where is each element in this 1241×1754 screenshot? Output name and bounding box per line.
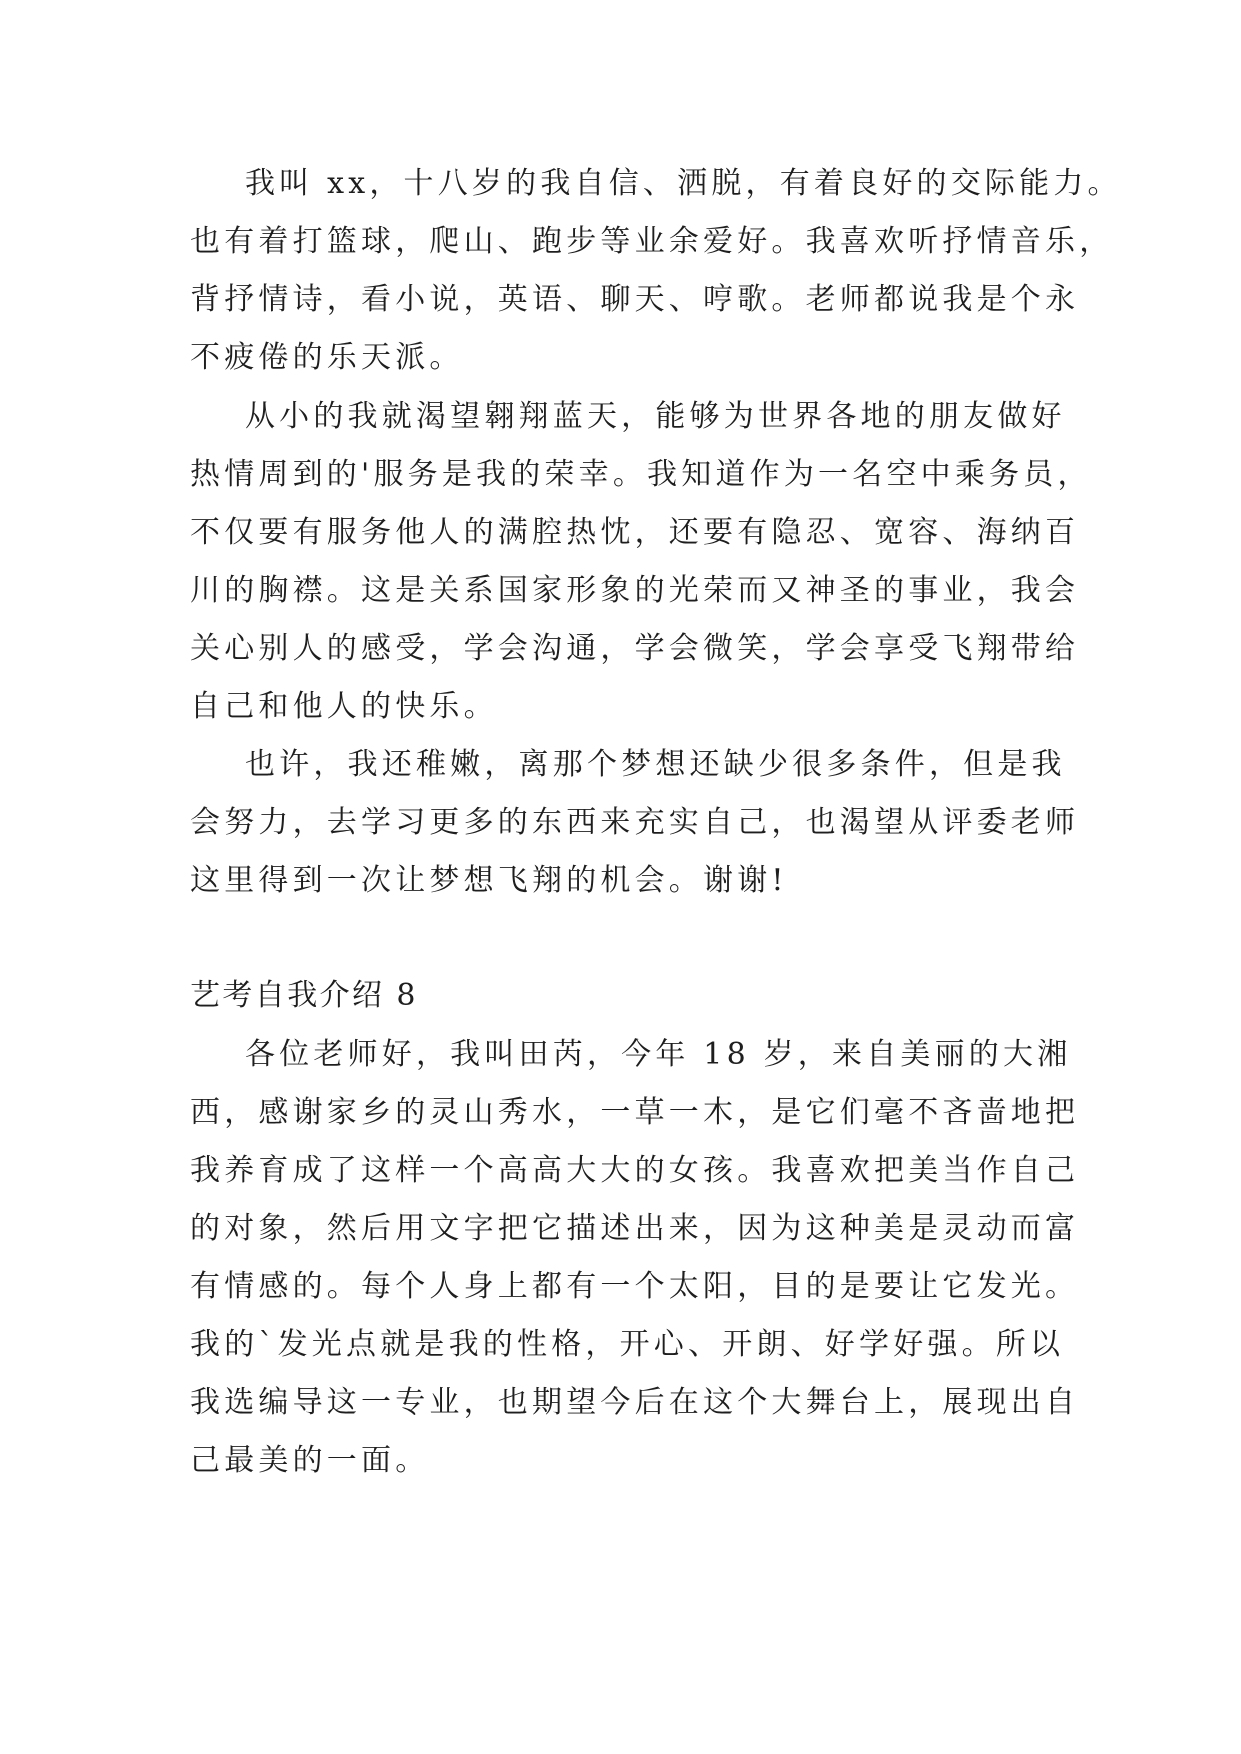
paragraph-2-line-6: 自己和他人的快乐。 <box>190 689 498 724</box>
paragraph-1-line-1: 我叫 xx，十八岁的我自信、洒脱，有着良好的交际能力。 <box>190 166 1122 201</box>
paragraph-4-line-1: 各位老师好，我叫田芮，今年 18 岁，来自美丽的大湘 <box>190 1037 1072 1072</box>
section-heading: 艺考自我介绍 8 <box>190 978 418 1013</box>
paragraph-1-line-3: 背抒情诗，看小说，英语、聊天、哼歌。老师都说我是个永 <box>190 282 1080 317</box>
paragraph-2-line-2: 热情周到的'服务是我的荣幸。我知道作为一名空中乘务员， <box>190 457 1092 492</box>
paragraph-2-line-1: 从小的我就渴望翱翔蓝天，能够为世界各地的朋友做好 <box>190 399 1066 434</box>
paragraph-1-line-4: 不疲倦的乐天派。 <box>190 340 464 375</box>
paragraph-4-line-5: 有情感的。每个人身上都有一个太阳，目的是要让它发光。 <box>190 1269 1080 1304</box>
paragraph-4-line-8: 己最美的一面。 <box>190 1443 430 1478</box>
paragraph-4-line-3: 我养育成了这样一个高高大大的女孩。我喜欢把美当作自己 <box>190 1153 1080 1188</box>
paragraph-2-line-4: 川的胸襟。这是关系国家形象的光荣而又神圣的事业，我会 <box>190 573 1080 608</box>
paragraph-2-line-3: 不仅要有服务他人的满腔热忱，还要有隐忍、宽容、海纳百 <box>190 515 1080 550</box>
paragraph-2-line-5: 关心别人的感受，学会沟通，学会微笑，学会享受飞翔带给 <box>190 631 1080 666</box>
paragraph-3-line-1: 也许，我还稚嫩，离那个梦想还缺少很多条件，但是我 <box>190 747 1066 782</box>
paragraph-3-line-2: 会努力，去学习更多的东西来充实自己，也渴望从评委老师 <box>190 805 1080 840</box>
paragraph-4-line-7: 我选编导这一专业，也期望今后在这个大舞台上，展现出自 <box>190 1385 1080 1420</box>
paragraph-4-line-6: 我的`发光点就是我的性格，开心、开朗、好学好强。所以 <box>190 1327 1065 1362</box>
paragraph-4-line-4: 的对象，然后用文字把它描述出来，因为这种美是灵动而富 <box>190 1211 1080 1246</box>
paragraph-4-line-2: 西，感谢家乡的灵山秀水，一草一木，是它们毫不吝啬地把 <box>190 1095 1080 1130</box>
paragraph-1-line-2: 也有着打篮球，爬山、跑步等业余爱好。我喜欢听抒情音乐， <box>190 224 1114 259</box>
paragraph-3-line-3: 这里得到一次让梦想飞翔的机会。谢谢! <box>190 863 788 898</box>
